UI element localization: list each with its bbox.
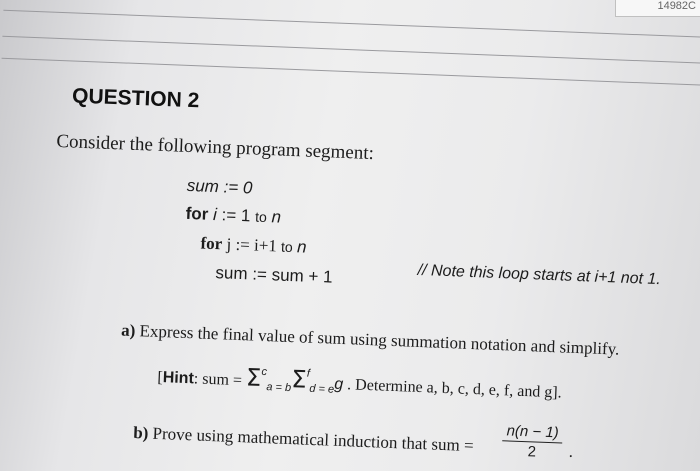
loop-note: // Note this loop starts at i+1 not 1. [417,261,662,289]
code-line-4 [215,263,333,287]
summand-term: g [334,375,344,394]
sigma-inner-limits [306,367,335,396]
sigma-outer-upper: c [261,365,268,379]
part-a [121,321,620,360]
outer-n: n [271,207,282,227]
part-b [133,423,474,456]
code-line-3 [200,234,307,258]
part-b-text: Prove using mathematical induction that sum = [152,423,474,456]
sigma-outer-icon: Σ [245,363,262,392]
code-line-1 [186,176,252,199]
loop-var-i: i [212,204,218,225]
inner-assign: j := i+1 [226,234,278,256]
part-a-text: Express the final value of sum using summation notation and simplify. [139,321,620,359]
sigma-inner-icon: Σ [290,365,308,394]
part-b-end: . [568,441,574,461]
part-b-label: b) [132,423,149,443]
inner-to: to [280,238,294,256]
hint-line [157,360,562,404]
corner-id-tab: 14982C [615,0,700,17]
sigma-outer-limits [261,365,292,395]
hint-open: [ [157,368,164,387]
fraction-numerator: n(n − 1) [502,422,563,443]
section-divider [2,58,700,86]
outer-to: to [254,208,268,226]
code-line-1-text: sum := 0 [186,175,253,198]
question-title: QUESTION 2 [71,84,200,113]
for-keyword-outer: for [185,203,209,224]
part-a-label: a) [120,320,136,341]
sigma-inner-upper: f [306,367,311,380]
hint-sum: : sum = [193,370,243,390]
code-line-4-text: sum := sum + 1 [215,263,333,287]
top-rule-1 [3,10,700,38]
sigma-outer-lower: a = b [266,381,292,395]
code-line-2 [185,204,281,228]
hint-determine: . Determine a, b, c, d, e, f, and g]. [346,376,562,402]
intro-text: Consider the following program segment: [56,130,375,165]
sigma-inner-lower: d = e [309,382,335,396]
inner-n: n [296,237,307,257]
closed-form-fraction [502,422,564,461]
hint-word: Hint [162,369,195,388]
for-keyword-inner: for [200,233,223,254]
outer-assign: := 1 [221,205,251,226]
fraction-denominator: 2 [527,443,537,461]
top-rule-2 [2,36,700,64]
